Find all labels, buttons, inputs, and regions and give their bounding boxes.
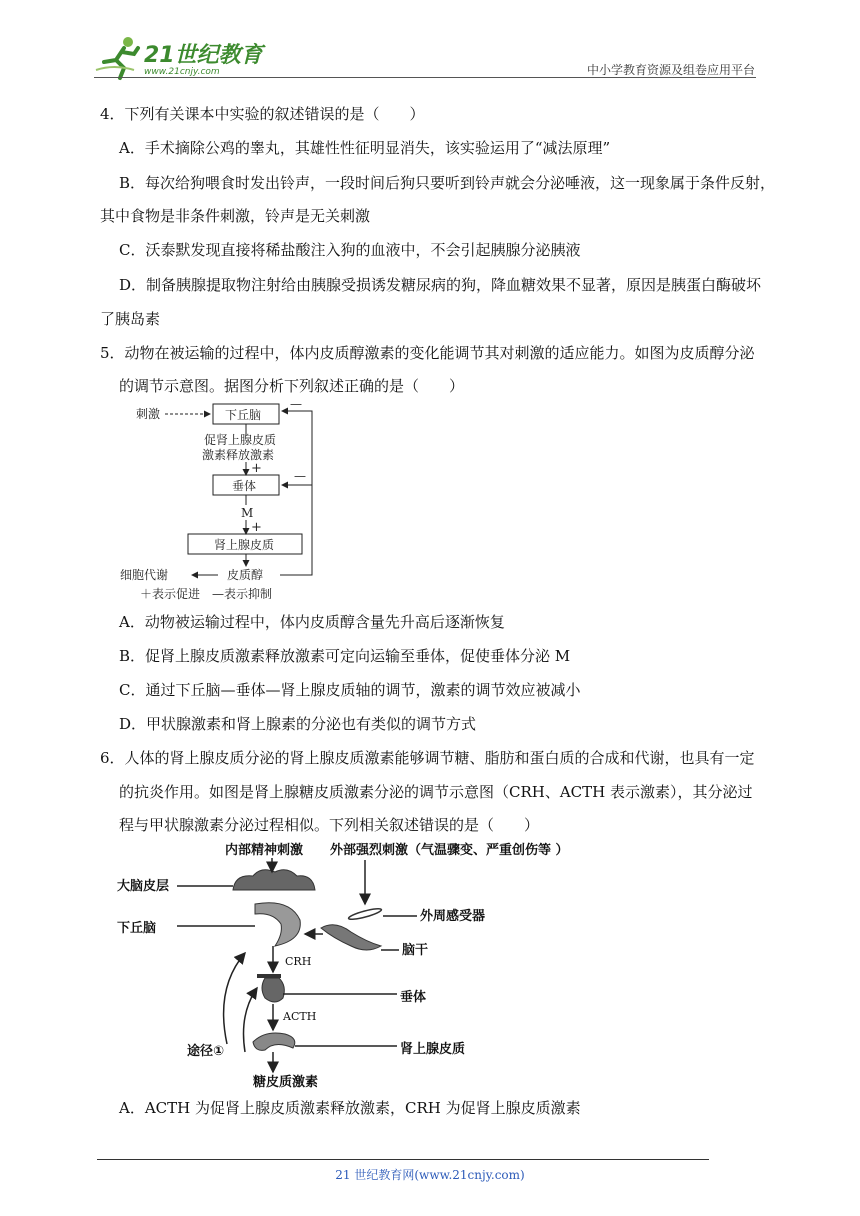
svg-text:21世纪教育: 21世纪教育 bbox=[144, 43, 263, 68]
fig6-peripheral-receptor-label: 外周感受器 bbox=[420, 909, 486, 924]
fig6-pituitary-label: 垂体 bbox=[400, 990, 427, 1005]
q4-option-d-line2: 了胰岛素 bbox=[100, 310, 161, 328]
q4-option-d-line1: D．制备胰腺提取物注射给由胰腺受损诱发糖尿病的狗，降血糖效果不显著，原因是胰蛋白酶破坏 bbox=[119, 276, 762, 294]
fig5-stimulus-label: 刺激 bbox=[136, 407, 161, 421]
cortisol-regulation-diagram bbox=[120, 397, 340, 605]
footer-divider bbox=[97, 1159, 709, 1160]
q6-stem-line2: 的抗炎作用。如图是肾上腺糖皮质激素分泌的调节示意图（CRH、ACTH 表示激素），其分泌过 bbox=[119, 783, 753, 801]
fig5-plus-1: + bbox=[251, 461, 262, 476]
fig5-m-label: M bbox=[241, 506, 254, 520]
fig5-feedback-hypothalamus bbox=[280, 411, 312, 575]
fig6-adrenal-label: 肾上腺皮质 bbox=[400, 1042, 466, 1057]
fig5-cortisol-label: 皮质醇 bbox=[227, 568, 264, 582]
q4-option-a: A．手术摘除公鸡的睾丸，其雄性性征明显消失，该实验运用了“减法原理” bbox=[119, 139, 611, 157]
fig6-glucocorticoid-label: 糖皮质激素 bbox=[253, 1075, 319, 1090]
runner-logo-icon bbox=[94, 34, 264, 80]
glucocorticoid-regulation-diagram bbox=[115, 838, 595, 1093]
fig5-hypothalamus-label: 下丘脑 bbox=[225, 408, 262, 422]
q6-stem-line1: 6．人体的肾上腺皮质分泌的肾上腺皮质激素能够调节糖、脂肪和蛋白质的合成和代谢，也具有一定 bbox=[100, 749, 755, 767]
fig6-cerebral-cortex-label: 大脑皮层 bbox=[117, 879, 170, 894]
fig6-crh-label: CRH bbox=[285, 955, 312, 968]
q5-option-c: C．通过下丘脑—垂体—肾上腺皮质轴的调节，激素的调节效应被减小 bbox=[119, 681, 581, 699]
fig5-legend: ＋表示促进 —表示抑制 bbox=[140, 587, 273, 601]
fig5-plus-2: + bbox=[251, 520, 262, 535]
header-divider bbox=[94, 77, 756, 78]
fig5-minus-2: — bbox=[294, 469, 306, 483]
platform-name: 中小学教育资源及组卷应用平台 bbox=[586, 63, 755, 77]
q5-option-d: D．甲状腺激素和肾上腺素的分泌也有类似的调节方式 bbox=[119, 715, 477, 733]
fig6-pituitary-shape bbox=[262, 978, 284, 1002]
fig6-brainstem-shape bbox=[321, 925, 381, 950]
fig6-acth-label: ACTH bbox=[283, 1010, 317, 1023]
fig6-hypothalamus-label: 下丘脑 bbox=[117, 921, 157, 936]
q5-stem-line1: 5．动物在被运输的过程中，体内皮质醇激素的变化能调节其对刺激的适应能力。如图为皮质醇分泌 bbox=[100, 344, 755, 362]
fig6-cerebral-cortex-shape bbox=[233, 870, 315, 890]
q6-stem-line3: 程与甲状腺激素分泌过程相似。下列相关叙述错误的是（ ） bbox=[119, 816, 540, 834]
q4-option-b-line2: 其中食物是非条件刺激，铃声是无关刺激 bbox=[100, 207, 371, 225]
fig6-brainstem-label: 脑干 bbox=[402, 943, 429, 958]
svg-text:www.21cnjy.com: www.21cnjy.com bbox=[144, 67, 220, 77]
fig5-pituitary-label: 垂体 bbox=[232, 479, 257, 493]
fig5-minus-1: — bbox=[290, 397, 302, 411]
fig6-internal-stimulus: 内部精神刺激 bbox=[225, 843, 304, 858]
q4-stem: 4．下列有关课本中实验的叙述错误的是（ ） bbox=[100, 105, 425, 123]
fig5-crh-line1: 促肾上腺皮质 bbox=[204, 433, 277, 447]
fig6-feedback-hypothalamus bbox=[224, 953, 245, 1044]
q5-stem-line2: 的调节示意图。据图分析下列叙述正确的是（ ） bbox=[119, 377, 465, 395]
fig6-hypothalamus-shape bbox=[255, 903, 300, 946]
fig5-adrenal-label: 肾上腺皮质 bbox=[214, 538, 275, 552]
fig6-pathway-label: 途径① bbox=[187, 1044, 225, 1059]
q5-option-b: B．促肾上腺皮质激素释放激素可定向运输至垂体，促使垂体分泌 M bbox=[119, 647, 571, 665]
footer-site[interactable]: 21 世纪教育网(www.21cnjy.com) bbox=[335, 1168, 525, 1182]
q4-option-b-line1: B．每次给狗喂食时发出铃声，一段时间后狗只要听到铃声就会分泌唾液，这一现象属于条件反射， bbox=[119, 174, 776, 192]
fig6-adrenal-shape bbox=[253, 1033, 295, 1050]
fig6-external-stimulus: 外部强烈刺激（气温骤变、严重创伤等 ） bbox=[330, 843, 569, 858]
q4-option-c: C．沃泰默发现直接将稀盐酸注入狗的血液中，不会引起胰腺分泌胰液 bbox=[119, 241, 581, 259]
q5-option-a: A．动物被运输过程中，体内皮质醇含量先升高后逐渐恢复 bbox=[119, 613, 505, 631]
fig5-cell-metabolism-label: 细胞代谢 bbox=[120, 568, 169, 582]
fig5-crh-line2: 激素释放激素 bbox=[202, 448, 275, 462]
q6-option-a: A．ACTH 为促肾上腺皮质激素释放激素，CRH 为促肾上腺皮质激素 bbox=[119, 1099, 581, 1117]
site-logo bbox=[94, 34, 264, 80]
